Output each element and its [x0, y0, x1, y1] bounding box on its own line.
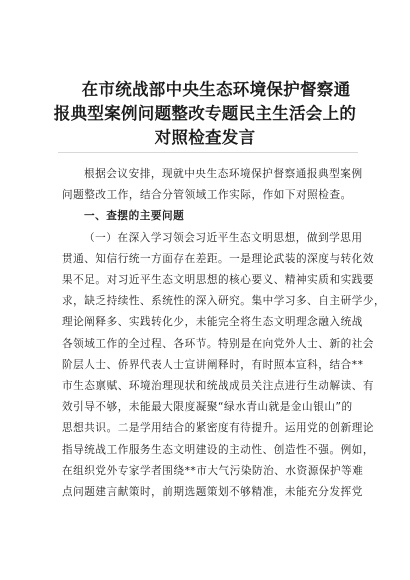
- body-line: 贯通、知信行统一方面存在差距。一是理论武装的深度与转化效: [62, 252, 375, 265]
- body-line: 果不足。对习近平生态文明思想的核心要义、精神实质和实践要: [62, 274, 375, 287]
- document-body: [62, 164, 386, 503]
- body-line: 在组织党外专家学者围绕**市大气污染防治、水资源保护等难: [62, 464, 364, 477]
- body-line: 根据会议安排，现就中央生态环境保护督察通报典型案例: [84, 168, 363, 180]
- title-line: 报典型案例问题整改专题民主生活会上的: [53, 104, 357, 123]
- body-line: 理论阐释多、实践转化少，未能完全将生态文明理念融入统战: [62, 316, 363, 329]
- document-title: [0, 78, 410, 150]
- divider: [58, 152, 358, 153]
- section-heading: 一、查摆的主要问题: [84, 210, 185, 223]
- body-line: 阶层人士、侨界代表人士宣讲阐释时，有时照本宣科，结合**: [62, 358, 364, 371]
- body-line: 点问题建言献策时，前期选题策划不够精准，未能充分发挥党: [62, 486, 363, 499]
- title-line: 在市统战部中央生态环境保护督察通: [81, 80, 351, 99]
- body-line: 问题整改工作，结合分管领域工作实际，作如下对照检查。: [62, 189, 352, 202]
- body-line: 思想共识。二是学用结合的紧密度有待提升。运用党的创新理论: [62, 422, 375, 435]
- body-line: 市生态禀赋、环境治理现状和统战成员关注点进行生动解读、有: [62, 380, 375, 393]
- body-line: （一）在深入学习领会习近平生态文明思想，做到学思用: [84, 231, 363, 244]
- body-line: 指导统战工作服务生态文明建设的主动性、创造性不强。例如，: [62, 443, 375, 456]
- body-line: 求，缺乏持续性、系统性的深入研究。集中学习多、自主研学少，: [62, 295, 386, 308]
- body-line: 各领域工作的全过程、各环节。特别是在向党外人士、新的社会: [62, 337, 375, 350]
- title-line: 对照检查发言: [154, 128, 256, 147]
- body-line: 效引导不够，未能最大限度凝聚“绿水青山就是金山银山”的: [62, 401, 353, 414]
